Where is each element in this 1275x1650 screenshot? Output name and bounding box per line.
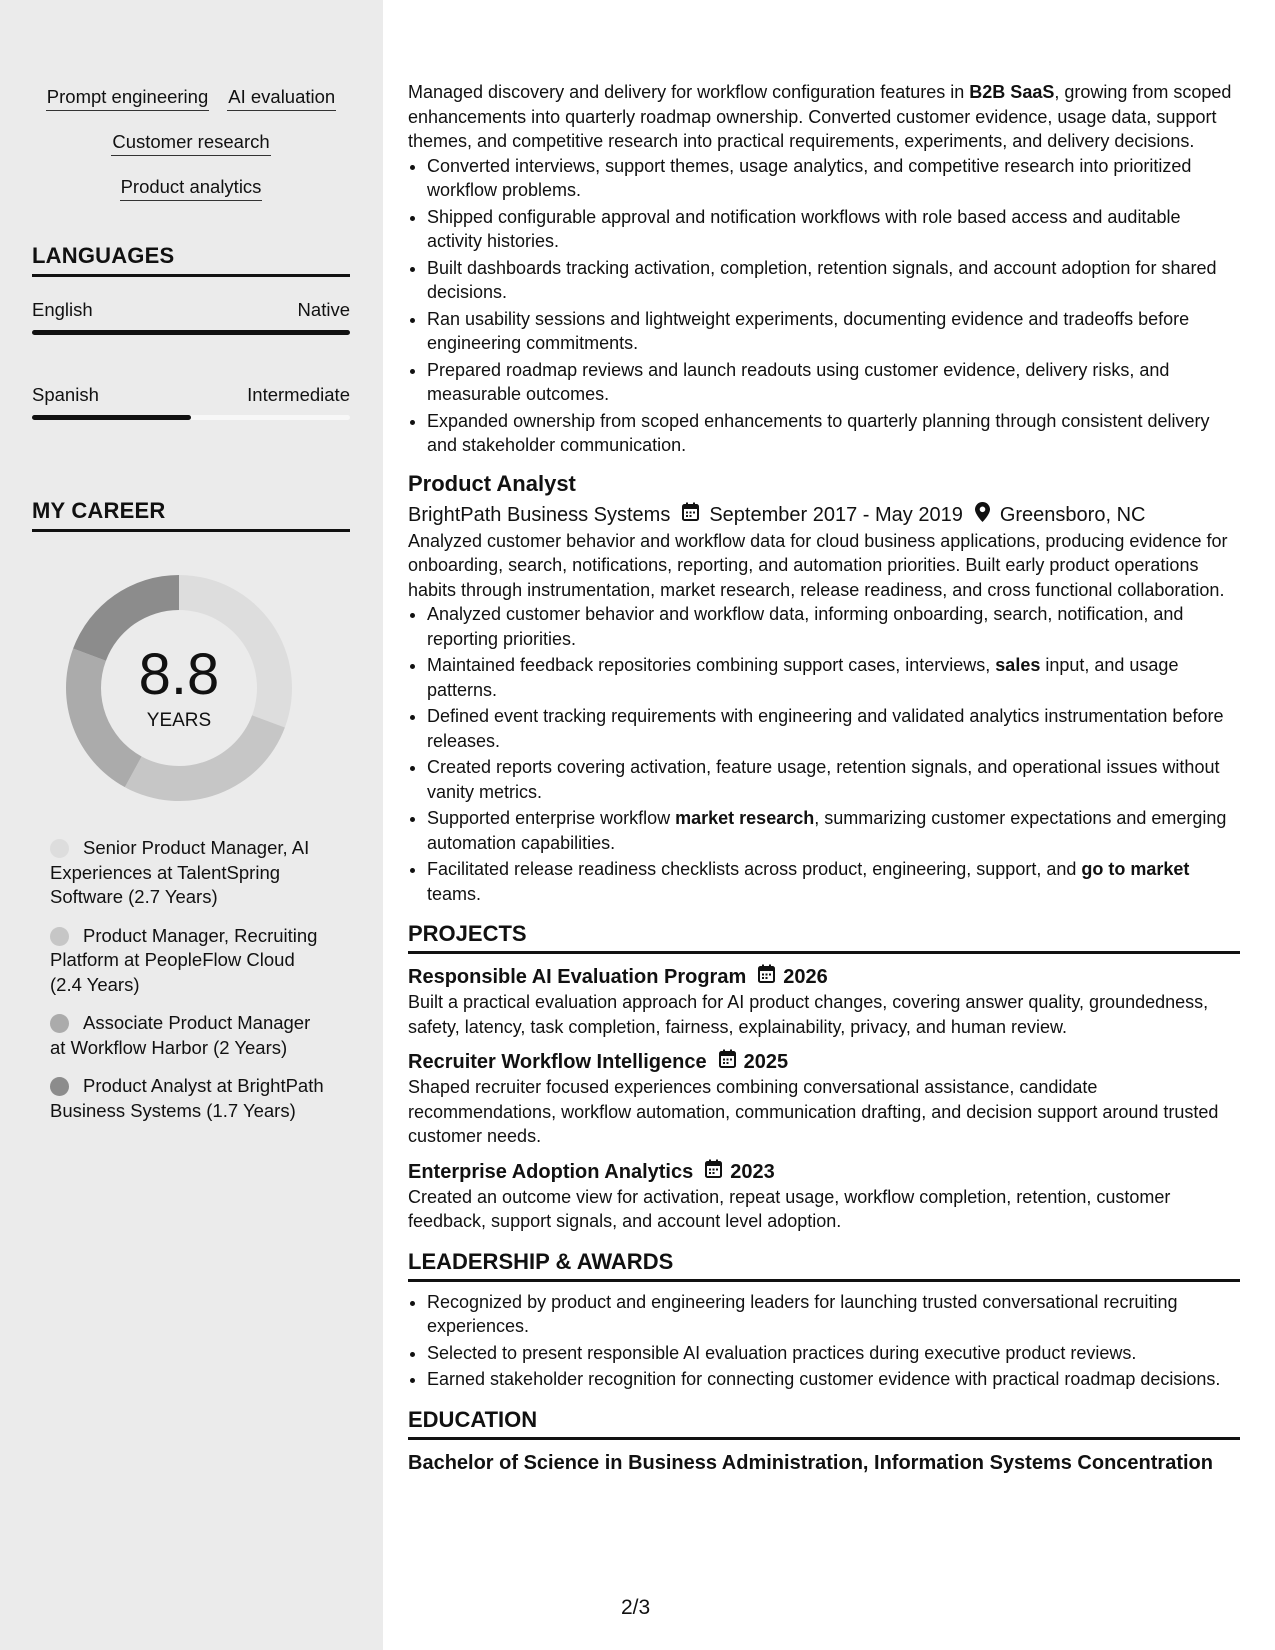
job-title: Product Analyst	[408, 470, 576, 496]
job-location: Greensboro, NC	[999, 504, 1146, 526]
job-meta	[408, 502, 1240, 529]
job-bullets	[408, 154, 1240, 458]
bullet: • Recognized by product and engineering leaders for launching trusted conversational recruiting experiences.	[427, 1290, 1240, 1339]
language-spanish	[32, 384, 350, 420]
calendar-icon	[682, 502, 699, 528]
sidebar	[0, 0, 383, 1650]
language-name: Spanish	[32, 384, 99, 405]
career-donut-chart	[66, 575, 292, 801]
career-heading: MY CAREER	[32, 498, 350, 532]
job-dates: September 2017 - May 2019	[709, 504, 963, 526]
bullet: • Analyzed customer behavior and workflow data, informing onboarding, search, notification, and reporting priorities.	[427, 602, 1240, 651]
language-level: Native	[297, 299, 350, 320]
career-legend-item: Product Analyst at BrightPath Business Systems (1.7 Years)	[50, 1075, 324, 1121]
project-year: 2025	[743, 1051, 789, 1073]
page-number: 2/3	[621, 1596, 651, 1619]
project-title: Responsible AI Evaluation Program 2026	[408, 966, 828, 988]
bullet: • Ran usability sessions and lightweight experiments, documenting evidence and tradeoffs before engineering commitments.	[427, 307, 1240, 356]
career-legend-dot	[50, 927, 69, 946]
career-legend-dot	[50, 839, 69, 858]
bullet: • Earned stakeholder recognition for connecting customer evidence with practical roadmap decisions.	[427, 1367, 1240, 1392]
location-pin-icon	[975, 502, 990, 529]
bullet: • Expanded ownership from scoped enhancements to quarterly planning through consistent delivery and stakeholder communication.	[427, 409, 1240, 458]
bullet: • Selected to present responsible AI evaluation practices during executive product reviews.	[427, 1341, 1240, 1366]
skills-list	[32, 86, 350, 221]
bullet: • Facilitated release readiness checklists across product, engineering, support, and go to market teams.	[427, 857, 1240, 906]
language-proficiency-bar	[32, 415, 350, 420]
job-summary: Managed discovery and delivery for workflow configuration features in B2B SaaS, growing from scoped enhancements into quarterly roadmap ownership. Converted customer evidence, usage data, support themes, and competitive research into practical requirements, experiments, and delivery decisions.	[408, 82, 1232, 151]
leadership-heading: LEADERSHIP & AWARDS	[408, 1248, 1240, 1282]
education-degree: Bachelor of Science in Business Administration, Information Systems Concentration	[408, 1451, 1213, 1474]
career-legend	[50, 836, 330, 1137]
project-title: Recruiter Workflow Intelligence 2025	[408, 1051, 789, 1073]
skill-tag: Prompt engineering	[46, 86, 209, 111]
skills-row	[32, 86, 350, 131]
job-summary: Analyzed customer behavior and workflow data for cloud business applications, producing evidence for onboarding, search, notifications, reporting, and automation priorities. Built early product operations habits through instrumentation, market research, release readiness, and cross functional collaboration.	[408, 530, 1228, 600]
language-proficiency-bar	[32, 330, 350, 335]
education-heading: EDUCATION	[408, 1406, 1240, 1440]
language-name: English	[32, 299, 93, 320]
career-legend-item: Product Manager, Recruiting Platform at PeopleFlow Cloud (2.4 Years)	[50, 924, 318, 995]
bullet: • Prepared roadmap reviews and launch readouts using customer evidence, delivery risks, and measurable outcomes.	[427, 358, 1240, 407]
languages-heading: LANGUAGES	[32, 243, 350, 277]
bullet: • Shipped configurable approval and notification workflows with role based access and auditable activity histories.	[427, 205, 1240, 254]
language-proficiency-fill	[32, 415, 191, 420]
language-proficiency-fill	[32, 330, 350, 335]
skill-tag: Customer research	[111, 131, 270, 156]
career-legend-item: Associate Product Manager at Workflow Harbor (2 Years)	[50, 1012, 311, 1058]
career-legend-item: Senior Product Manager, AI Experiences at TalentSpring Software (2.7 Years)	[50, 837, 310, 907]
main-content	[408, 80, 1240, 1476]
language-english	[32, 299, 350, 335]
project-description: Created an outcome view for activation, repeat usage, workflow completion, retention, customer feedback, support signals, and account level adoption.	[408, 1186, 1171, 1231]
project-title: Enterprise Adoption Analytics 2023	[408, 1160, 775, 1183]
skill-tag: AI evaluation	[227, 86, 336, 111]
bullet: • Supported enterprise workflow market research, summarizing customer expectations and emerging automation capabilities.	[427, 806, 1240, 855]
project-year: 2026	[783, 966, 828, 988]
skills-row	[32, 176, 350, 221]
language-level: Intermediate	[247, 384, 350, 405]
skills-row	[32, 131, 350, 176]
job-company: BrightPath Business Systems	[408, 504, 671, 526]
calendar-icon	[705, 1159, 722, 1185]
projects-heading: PROJECTS	[408, 920, 1240, 954]
bullet: • Created reports covering activation, feature usage, retention signals, and operational issues without vanity metrics.	[427, 755, 1240, 804]
career-legend-dot	[50, 1077, 69, 1096]
job-bullets	[408, 602, 1240, 906]
bullet: • Defined event tracking requirements with engineering and validated analytics instrumentation before releases.	[427, 704, 1240, 753]
career-total-years: 8.8	[138, 642, 220, 707]
calendar-icon	[758, 964, 775, 990]
career-legend-dot	[50, 1014, 69, 1033]
leadership-bullets	[408, 1290, 1240, 1392]
bullet: • Built dashboards tracking activation, completion, retention signals, and account adoption for shared decisions.	[427, 256, 1240, 305]
project-year: 2023	[730, 1160, 775, 1183]
bullet: • Converted interviews, support themes, usage analytics, and competitive research into prioritized workflow problems.	[427, 154, 1240, 203]
bullet: • Maintained feedback repositories combining support cases, interviews, sales input, and usage patterns.	[427, 653, 1240, 702]
career-total-unit: YEARS	[146, 710, 212, 731]
project-description: Built a practical evaluation approach for AI product changes, covering answer quality, groundedness, safety, latency, task completion, fairness, explainability, privacy, and human review.	[408, 992, 1209, 1037]
calendar-icon	[719, 1049, 736, 1075]
project-description: Shaped recruiter focused experiences combining conversational assistance, candidate recommendations, workflow automation, communication drafting, and decision support around trusted customer needs.	[408, 1077, 1219, 1146]
skill-tag: Product analytics	[120, 176, 263, 201]
